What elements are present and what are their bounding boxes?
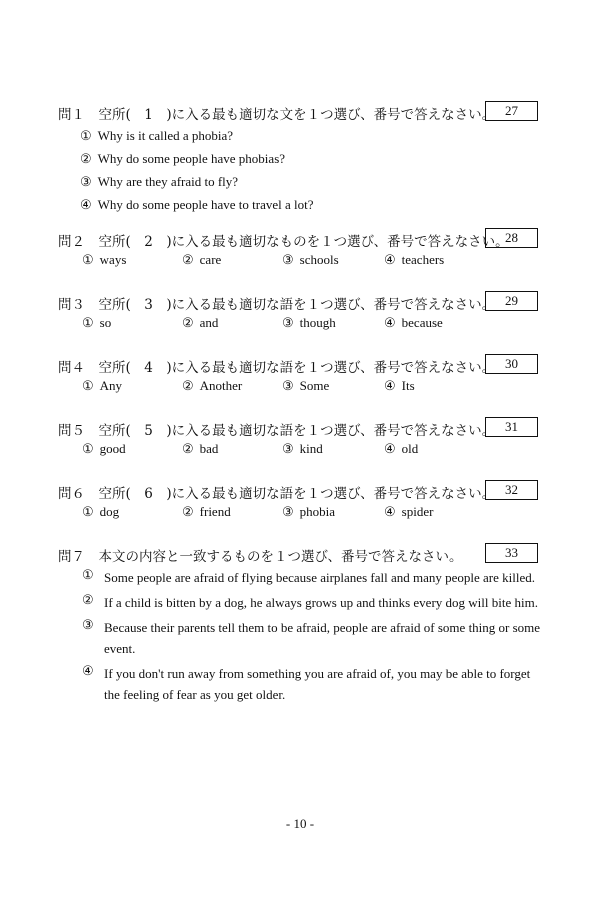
option: ③ kind bbox=[282, 441, 323, 456]
answer-box: 27 bbox=[485, 101, 538, 121]
option: ① good bbox=[82, 441, 126, 456]
question-prompt: 問２ 空所( 2 )に入る最も適切なものを１つ選び、番号で答えなさい。 bbox=[58, 234, 509, 250]
answer-box: 31 bbox=[485, 417, 538, 437]
question-4 bbox=[58, 354, 538, 398]
question-7 bbox=[58, 543, 541, 705]
option: ④ spider bbox=[384, 504, 434, 519]
answer-box: 28 bbox=[485, 228, 538, 248]
question-prompt: 問３ 空所( 3 )に入る最も適切な語を１つ選び、番号で答えなさい。 bbox=[58, 297, 496, 313]
option: ③ though bbox=[282, 315, 336, 330]
answer-box: 33 bbox=[485, 543, 538, 563]
question-3 bbox=[58, 291, 538, 335]
option: ④ teachers bbox=[384, 252, 445, 267]
option: ② and bbox=[182, 315, 219, 330]
option: ② friend bbox=[182, 504, 231, 519]
option: ① Some people are afraid of flying because airplanes fall and many people are killed. bbox=[82, 567, 535, 585]
option: ① dog bbox=[82, 504, 120, 519]
option: ① ways bbox=[82, 252, 127, 267]
option: ③ Why are they afraid to fly? bbox=[80, 174, 239, 189]
option: ② care bbox=[182, 252, 222, 267]
option: ② Another bbox=[182, 378, 243, 393]
question-prompt: 問５ 空所( 5 )に入る最も適切な語を１つ選び、番号で答えなさい。 bbox=[58, 423, 496, 439]
option: ① Any bbox=[82, 378, 123, 393]
question-2 bbox=[58, 228, 538, 272]
option: ④ Its bbox=[384, 378, 415, 393]
option: ④ Why do some people have to travel a lot? bbox=[80, 197, 314, 212]
page-number: - 10 - bbox=[285, 816, 315, 831]
question-prompt: 問１ 空所( 1 )に入る最も適切な文を１つ選び、番号で答えなさい。 bbox=[58, 107, 496, 123]
question-prompt: 問４ 空所( 4 )に入る最も適切な語を１つ選び、番号で答えなさい。 bbox=[58, 360, 496, 376]
option: ① Why is it called a phobia? bbox=[80, 128, 234, 143]
option: ④ because bbox=[384, 315, 443, 330]
option: ③ phobia bbox=[282, 504, 336, 519]
question-1 bbox=[58, 101, 538, 217]
option: ② If a child is bitten by a dog, he always grows up and thinks every dog will bite him. bbox=[82, 592, 538, 610]
question-5 bbox=[58, 417, 538, 461]
option: ④ old bbox=[384, 441, 419, 456]
question-6 bbox=[58, 480, 538, 524]
option: ② Why do some people have phobias? bbox=[80, 151, 286, 166]
option: ② bad bbox=[182, 441, 219, 456]
option: ③ Some bbox=[282, 378, 330, 393]
option: ③ schools bbox=[282, 252, 339, 267]
question-prompt: 問６ 空所( 6 )に入る最も適切な語を１つ選び、番号で答えなさい。 bbox=[58, 486, 496, 502]
option: ③ Because their parents tell them to be afraid, people are afraid of some thing or some event. bbox=[82, 617, 541, 656]
option: ④ If you don't run away from something you are afraid of, you may be able to forget the feeling of fear as you get older. bbox=[82, 663, 531, 702]
answer-box: 30 bbox=[485, 354, 538, 374]
answer-box: 32 bbox=[485, 480, 538, 500]
question-prompt: 問７ 本文の内容と一致するものを１つ選び、番号で答えなさい。 bbox=[58, 549, 463, 565]
option: ① so bbox=[82, 315, 112, 330]
answer-box: 29 bbox=[485, 291, 538, 311]
